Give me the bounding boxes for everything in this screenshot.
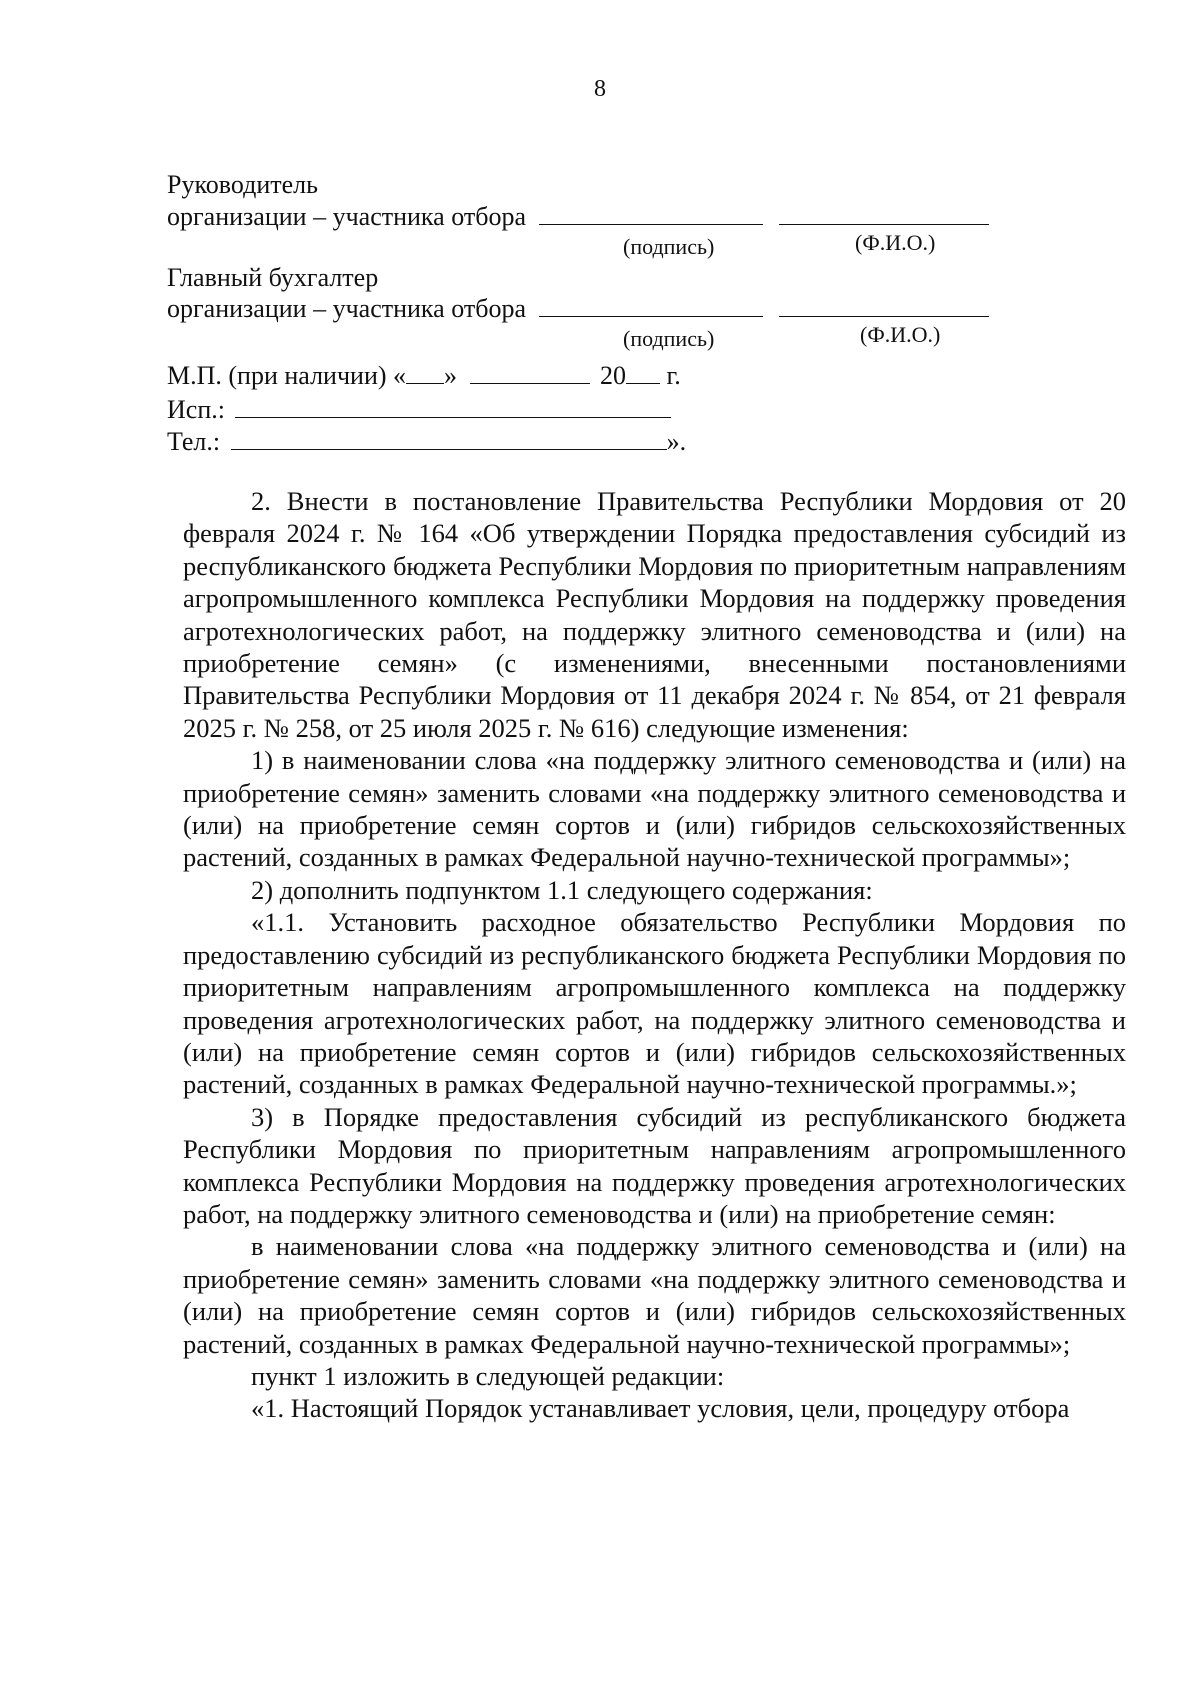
head-signature-caption: (подпись) — [623, 234, 715, 259]
accountant-title-line1: Главный бухгалтер — [167, 263, 379, 292]
executor-label: Исп.: — [167, 395, 225, 424]
paragraph-amend-resolution: 2. Внести в постановление Правительства Республики Мордовия от 20 февраля 2024 г. № 164 «Об утверждении Порядка предоставления субсидий из республиканского бюджета Республики Мордовия по приоритетным направлениям агропромышленного комплекса Республики Мордовия на поддержку проведения агротехнологических работ, на поддержку элитного семеноводства и (или) на приобретение семян» (с изменениями, внесенными постановлениями Правительства Республики Мордовия от 11 декабря 2024 г. № 854, от 21 февраля 2025 г. № 258, от 25 июля 2025 г. № 616) следующие изменения: — [183, 486, 1126, 743]
year-prefix: 20 — [600, 361, 627, 390]
paragraph-item-3: 3) в Порядке предоставления субсидий из республиканского бюджета Республики Мордовия по приоритетным направлениям агропромышленного комплекса Республики Мордовия на поддержку проведения агротехнологических работ, на поддержку элитного семеноводства и (или) на приобретение семян: — [183, 1101, 1126, 1229]
executor-line — [167, 395, 671, 425]
year-suffix: г. — [666, 361, 681, 390]
paragraph-item-1: 1) в наименовании слова «на поддержку элитного семеноводства и (или) на приобретение семян» заменить словами «на поддержку элитного семеноводства и (или) на приобретение семян сортов и (или) гибридов сельскохозяйственных растений, созданных в рамках Федеральной научно-технической программы»; — [183, 745, 1126, 873]
paragraph-item-2: 2) дополнить подпунктом 1.1 следующего содержания: — [251, 874, 873, 905]
stamp-label: М.П. (при наличии) « — [167, 361, 407, 390]
year-blank — [626, 361, 660, 384]
paragraph-name-change: в наименовании слова «на поддержку элитного семеноводства и (или) на приобретение семян» заменить словами «на поддержку элитного семеноводства и (или) на приобретение семян сортов и (или) гибридов сельскохозяйственных растений, созданных в рамках Федеральной научно-технической программы»; — [183, 1231, 1126, 1359]
day-close-quote: » — [444, 361, 458, 390]
head-signature-line — [539, 202, 763, 225]
head-title-line2 — [167, 202, 989, 232]
page-number: 8 — [594, 76, 606, 102]
head-name-line — [779, 202, 989, 225]
day-blank — [406, 361, 444, 384]
accountant-name-line — [779, 294, 989, 317]
head-title-line1: Руководитель — [167, 170, 318, 199]
phone-label: Тел.: — [167, 427, 221, 456]
phone-blank — [231, 427, 667, 450]
head-name-caption: (Ф.И.О.) — [855, 230, 936, 255]
month-blank — [470, 361, 590, 384]
paragraph-point-1-text: «1. Настоящий Порядок устанавливает условия, цели, процедуру отбора — [251, 1393, 1070, 1424]
stamp-date-line — [167, 361, 681, 391]
accountant-title-text: организации – участника отбора — [167, 294, 526, 323]
paragraph-point-1-intro: пункт 1 изложить в следующей редакции: — [251, 1360, 725, 1391]
accountant-name-caption: (Ф.И.О.) — [860, 322, 941, 347]
body-text — [183, 485, 1126, 1425]
accountant-signature-caption: (подпись) — [623, 326, 715, 351]
executor-blank — [235, 395, 671, 418]
phone-close: ». — [666, 427, 687, 456]
accountant-signature-line — [539, 294, 763, 317]
paragraph-subitem-1-1: «1.1. Установить расходное обязательство Республики Мордовия по предоставлению субсидий из республиканского бюджета Республики Мордовия по приоритетным направлениям агропромышленного комплекса на поддержку проведения агротехнологических работ, на поддержку элитного семеноводства и (или) на приобретение семян сортов и (или) гибридов сельскохозяйственных растений, созданных в рамках Федеральной научно-технической программы.»; — [183, 907, 1126, 1100]
head-title-text: организации – участника отбора — [167, 202, 526, 231]
phone-line — [167, 427, 686, 457]
accountant-title-line2 — [167, 294, 989, 324]
